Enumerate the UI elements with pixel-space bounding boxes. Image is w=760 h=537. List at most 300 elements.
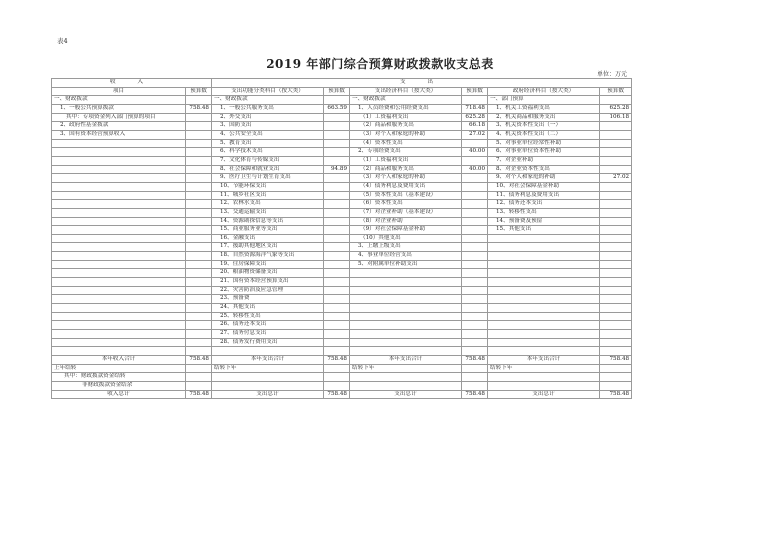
- empty-cell: [350, 373, 462, 382]
- gov-item-cell: 11、债务利息及费用支出: [488, 191, 600, 200]
- econ-item-cell: [350, 278, 462, 287]
- income-budget-cell: [186, 304, 212, 313]
- func-item-cell: 19、住房保障支出: [212, 260, 324, 269]
- econ-budget-cell: [462, 174, 488, 183]
- econ-item-cell: 4、事业单位经营支出: [350, 252, 462, 261]
- income-item-cell: [52, 286, 186, 295]
- income-item-cell: [52, 312, 186, 321]
- empty-cell: [186, 381, 212, 390]
- table-row: [52, 234, 632, 243]
- income-item-cell: 1、一般公共预算拨款: [52, 104, 186, 113]
- econ-budget-cell: [462, 330, 488, 339]
- func-item-cell: 4、公共安全支出: [212, 130, 324, 139]
- gov-item-cell: [488, 252, 600, 261]
- func-item-cell: 6、科学技术支出: [212, 148, 324, 157]
- income-budget-cell: [186, 148, 212, 157]
- econ-budget-cell: [462, 260, 488, 269]
- func-budget-cell: [324, 217, 350, 226]
- table-row: [52, 208, 632, 217]
- func-class-header: 支出功能分类科目（按大类）: [212, 87, 324, 96]
- gov-budget-cell: [600, 156, 632, 165]
- gov-item-cell: 12、债务还本支出: [488, 200, 600, 209]
- func-budget-cell: [324, 148, 350, 157]
- econ-item-cell: 2、专项经费支出: [350, 148, 462, 157]
- econ-budget-cell: [462, 208, 488, 217]
- econ-budget-cell: [462, 96, 488, 105]
- income-budget-cell: [186, 208, 212, 217]
- econ-item-cell: 一、财政拨款: [350, 96, 462, 105]
- item-header: 项目: [52, 87, 186, 96]
- econ-budget-cell: [462, 217, 488, 226]
- econ-item-cell: （8）对企业补助: [350, 217, 462, 226]
- func-item-cell: 5、教育支出: [212, 139, 324, 148]
- econ-budget-cell: 40.00: [462, 148, 488, 157]
- table-row: [52, 330, 632, 339]
- econ-item-cell: （5）资本性支出（基本建设）: [350, 191, 462, 200]
- econ-budget-cell: [462, 191, 488, 200]
- table-row: [52, 96, 632, 105]
- econ-budget-cell: 66.18: [462, 122, 488, 131]
- empty-cell: [212, 381, 324, 390]
- func-item-cell: 12、农林水支出: [212, 200, 324, 209]
- income-budget-cell: [186, 191, 212, 200]
- income-item-cell: [52, 347, 186, 356]
- income-item-cell: [52, 208, 186, 217]
- func-item-cell: 15、商业服务业等支出: [212, 226, 324, 235]
- econ-item-cell: [350, 321, 462, 330]
- func-budget-cell: [324, 338, 350, 347]
- gov-budget-cell: [600, 252, 632, 261]
- econ-item-cell: 1、人员经费和公用经费支出: [350, 104, 462, 113]
- income-item-cell: [52, 182, 186, 191]
- gov-item-cell: 1、机关工资福利支出: [488, 104, 600, 113]
- income-total-value: 758.48: [186, 390, 212, 399]
- unit-label: 单位：万元: [597, 71, 628, 78]
- gov-budget-cell: [600, 243, 632, 252]
- func-budget-cell: [324, 269, 350, 278]
- econ-budget-cell: [462, 200, 488, 209]
- table-row: [52, 338, 632, 347]
- table-row: [52, 286, 632, 295]
- table-row: [52, 243, 632, 252]
- econ-budget-cell: [462, 338, 488, 347]
- gov-item-cell: [488, 269, 600, 278]
- func-budget-cell: 663.59: [324, 104, 350, 113]
- gov-budget-cell: [600, 286, 632, 295]
- func-item-cell: 23、预备费: [212, 295, 324, 304]
- func-budget-cell: [324, 208, 350, 217]
- gov-budget-cell: [600, 304, 632, 313]
- econ-budget-cell: 40.00: [462, 165, 488, 174]
- econ-budget-cell: 27.02: [462, 130, 488, 139]
- func-item-cell: 17、援助其他地区支出: [212, 243, 324, 252]
- income-item-cell: [52, 338, 186, 347]
- econ-budget-cell: [462, 234, 488, 243]
- table-row: [52, 113, 632, 122]
- econ-class-header: 支出经济科目（按大类）: [350, 87, 462, 96]
- func-item-cell: 20、粮油物资储备支出: [212, 269, 324, 278]
- income-budget-cell: [186, 130, 212, 139]
- table-row: [52, 174, 632, 183]
- income-budget-cell: [186, 139, 212, 148]
- expense-total-label: 支出总计: [212, 390, 324, 399]
- income-budget-cell: [186, 330, 212, 339]
- gov-item-cell: 8、对企业资本性支出: [488, 165, 600, 174]
- func-budget-cell: [324, 252, 350, 261]
- econ-budget-cell: [462, 269, 488, 278]
- econ-item-cell: （4）债务利息及费用支出: [350, 182, 462, 191]
- carry-sub1-label: 其中：财政拨款资金结转: [52, 373, 186, 382]
- gov-item-cell: 一、部门预算: [488, 96, 600, 105]
- func-item-cell: 28、债务发行费用支出: [212, 338, 324, 347]
- econ-budget-cell: [462, 278, 488, 287]
- econ-item-cell: [350, 312, 462, 321]
- gov-item-cell: 10、对社会保障基金补助: [488, 182, 600, 191]
- income-budget-cell: [186, 312, 212, 321]
- expense-total-label: 支出总计: [488, 390, 600, 399]
- gov-item-cell: [488, 304, 600, 313]
- table-row: [52, 278, 632, 287]
- expense-total-label: 支出总计: [350, 390, 462, 399]
- gov-budget-cell: [600, 269, 632, 278]
- func-budget-cell: 94.89: [324, 165, 350, 174]
- func-item-cell: 22、灾害防治及应急管理: [212, 286, 324, 295]
- empty-cell: [488, 381, 600, 390]
- econ-budget-cell: [462, 304, 488, 313]
- func-budget-cell: [324, 278, 350, 287]
- gov-item-cell: 3、机关资本性支出（一）: [488, 122, 600, 131]
- func-budget-cell: [324, 156, 350, 165]
- empty-cell: [324, 364, 350, 373]
- table-row: [52, 191, 632, 200]
- income-item-cell: [52, 148, 186, 157]
- func-budget-cell: [324, 347, 350, 356]
- func-budget-cell: [324, 295, 350, 304]
- income-item-cell: [52, 321, 186, 330]
- gov-item-cell: [488, 278, 600, 287]
- table-row: [52, 165, 632, 174]
- table-row: [52, 200, 632, 209]
- func-budget-cell: [324, 321, 350, 330]
- income-budget-cell: [186, 278, 212, 287]
- income-budget-cell: [186, 113, 212, 122]
- income-item-cell: 3、国有资本经营预算收入: [52, 130, 186, 139]
- gov-budget-cell: [600, 96, 632, 105]
- income-budget-cell: [186, 338, 212, 347]
- econ-item-cell: （9）对社会保障基金补助: [350, 226, 462, 235]
- func-item-cell: 26、债务还本支出: [212, 321, 324, 330]
- gov-budget-cell: [600, 139, 632, 148]
- income-item-cell: [52, 156, 186, 165]
- econ-item-cell: （3）对个人和家庭的补助: [350, 130, 462, 139]
- income-budget-cell: [186, 234, 212, 243]
- func-item-cell: 一、财政拨款: [212, 96, 324, 105]
- func-budget-cell: [324, 113, 350, 122]
- func-budget-cell: [324, 182, 350, 191]
- func-item-cell: 2、外交支出: [212, 113, 324, 122]
- income-budget-cell: [186, 252, 212, 261]
- expense-total-value: 758.48: [462, 390, 488, 399]
- func-budget-cell: [324, 96, 350, 105]
- table-row: [52, 260, 632, 269]
- grand-total-row: [52, 390, 632, 399]
- gov-budget-cell: [600, 226, 632, 235]
- func-budget-cell: [324, 243, 350, 252]
- func-item-cell: 11、城乡社区支出: [212, 191, 324, 200]
- gov-item-cell: 14、预备费及预留: [488, 217, 600, 226]
- table-row: [52, 104, 632, 113]
- func-item-cell: 14、资源勘探信息等支出: [212, 217, 324, 226]
- income-budget-cell: [186, 96, 212, 105]
- econ-budget-cell: [462, 321, 488, 330]
- func-item-cell: 27、债务付息支出: [212, 330, 324, 339]
- income-header: 收 入: [52, 79, 212, 88]
- gov-budget-cell: [600, 321, 632, 330]
- econ-item-cell: （7）对企业补助（基本建设）: [350, 208, 462, 217]
- func-budget-cell: [324, 312, 350, 321]
- econ-item-cell: [350, 286, 462, 295]
- carry-forward-in-label: 上年结转: [52, 364, 186, 373]
- gov-budget-cell: [600, 148, 632, 157]
- func-item-cell: 21、国有资本经营预算支出: [212, 278, 324, 287]
- econ-item-cell: （1）工资福利支出: [350, 156, 462, 165]
- gov-item-cell: [488, 260, 600, 269]
- econ-budget-cell: [462, 286, 488, 295]
- income-budget-cell: [186, 243, 212, 252]
- income-budget-cell: [186, 165, 212, 174]
- table-row: [52, 347, 632, 356]
- econ-item-cell: （2）商品和服务支出: [350, 165, 462, 174]
- gov-item-cell: [488, 312, 600, 321]
- table-row: [52, 156, 632, 165]
- econ-budget-cell: [462, 252, 488, 261]
- empty-cell: [600, 381, 632, 390]
- func-item-cell: 8、社会保障和就业支出: [212, 165, 324, 174]
- carry-forward-out-label: 结转下年: [350, 364, 462, 373]
- gov-budget-cell: [600, 122, 632, 131]
- gov-budget-cell: [600, 338, 632, 347]
- income-item-cell: 一、财政拨款: [52, 96, 186, 105]
- func-item-cell: [212, 347, 324, 356]
- gov-item-cell: [488, 321, 600, 330]
- empty-cell: [186, 373, 212, 382]
- gov-budget-cell: 106.18: [600, 113, 632, 122]
- gov-item-cell: 9、对个人和家庭的补助: [488, 174, 600, 183]
- econ-item-cell: （10）其他支出: [350, 234, 462, 243]
- func-item-cell: 18、自然资源海洋气象等支出: [212, 252, 324, 261]
- income-budget-cell: [186, 260, 212, 269]
- expense-total-value: 758.48: [324, 390, 350, 399]
- gov-budget-cell: [600, 200, 632, 209]
- income-budget-cell: 758.48: [186, 104, 212, 113]
- gov-item-cell: 15、其他支出: [488, 226, 600, 235]
- gov-budget-cell: [600, 191, 632, 200]
- table-row: [52, 148, 632, 157]
- income-budget-cell: [186, 200, 212, 209]
- table-row: [52, 252, 632, 261]
- expense-header: 支 出: [212, 79, 632, 88]
- expense-this-year-label: 本年支出合计: [488, 355, 600, 364]
- income-item-cell: [52, 295, 186, 304]
- income-item-cell: [52, 304, 186, 313]
- header-row-2: [52, 87, 632, 96]
- econ-item-cell: （6）资本性支出: [350, 200, 462, 209]
- econ-budget-cell: 625.28: [462, 113, 488, 122]
- econ-budget-cell: [462, 312, 488, 321]
- econ-budget-cell: [462, 347, 488, 356]
- income-item-cell: [52, 243, 186, 252]
- income-this-year-label: 本年收入合计: [52, 355, 186, 364]
- income-item-cell: [52, 165, 186, 174]
- gov-budget-cell: [600, 130, 632, 139]
- expense-total-value: 758.48: [600, 390, 632, 399]
- carry-forward-out-label: 结转下年: [488, 364, 600, 373]
- form-number-label: 表4: [57, 37, 68, 45]
- gov-item-cell: 2、机关商品和服务支出: [488, 113, 600, 122]
- table-row: [52, 122, 632, 131]
- gov-budget-cell: [600, 208, 632, 217]
- income-item-cell: [52, 200, 186, 209]
- gov-budget-cell: [600, 260, 632, 269]
- empty-cell: [212, 373, 324, 382]
- func-budget-cell: [324, 174, 350, 183]
- func-item-cell: 10、节能环保支出: [212, 182, 324, 191]
- econ-budget-cell: [462, 226, 488, 235]
- income-item-cell: 2、政府性基金拨款: [52, 122, 186, 131]
- budget-table: [51, 78, 632, 399]
- carry-forward-row: [52, 364, 632, 373]
- func-budget-cell: [324, 130, 350, 139]
- income-item-cell: [52, 269, 186, 278]
- table-row: [52, 217, 632, 226]
- econ-item-cell: （4）资本性支出: [350, 139, 462, 148]
- carry-sub2-row: [52, 381, 632, 390]
- func-item-cell: 25、转移性支出: [212, 312, 324, 321]
- gov-item-cell: [488, 286, 600, 295]
- func-budget-cell: [324, 304, 350, 313]
- income-this-year-value: 758.48: [186, 355, 212, 364]
- income-item-cell: [52, 191, 186, 200]
- income-budget-cell: [186, 122, 212, 131]
- econ-item-cell: [350, 330, 462, 339]
- table-row: [52, 321, 632, 330]
- income-budget-cell: [186, 226, 212, 235]
- econ-item-cell: [350, 269, 462, 278]
- empty-cell: [462, 381, 488, 390]
- gov-item-cell: [488, 243, 600, 252]
- gov-item-cell: [488, 338, 600, 347]
- econ-item-cell: （1）工资福利支出: [350, 113, 462, 122]
- expense-this-year-value: 758.48: [324, 355, 350, 364]
- func-item-cell: 13、交通运输支出: [212, 208, 324, 217]
- gov-budget-cell: [600, 278, 632, 287]
- empty-cell: [324, 373, 350, 382]
- econ-item-cell: [350, 304, 462, 313]
- gov-budget-cell: [600, 312, 632, 321]
- income-item-cell: [52, 278, 186, 287]
- income-item-cell: [52, 234, 186, 243]
- func-item-cell: 3、国防支出: [212, 122, 324, 131]
- func-budget-cell: [324, 234, 350, 243]
- empty-cell: [462, 364, 488, 373]
- gov-item-cell: [488, 330, 600, 339]
- econ-item-cell: [350, 347, 462, 356]
- income-budget-cell: [186, 321, 212, 330]
- table-row: [52, 130, 632, 139]
- carry-sub1-row: [52, 373, 632, 382]
- empty-cell: [462, 373, 488, 382]
- income-budget-cell: [186, 182, 212, 191]
- table-row: [52, 295, 632, 304]
- func-budget-cell: [324, 260, 350, 269]
- econ-budget-cell: [462, 156, 488, 165]
- empty-cell: [488, 373, 600, 382]
- empty-cell: [186, 364, 212, 373]
- func-budget-cell: [324, 330, 350, 339]
- gov-budget-cell: [600, 234, 632, 243]
- econ-budget-cell: [462, 295, 488, 304]
- table-row: [52, 304, 632, 313]
- gov-item-cell: 5、对事业单位经常性补助: [488, 139, 600, 148]
- gov-item-cell: 7、对企业补助: [488, 156, 600, 165]
- gov-budget-cell: [600, 165, 632, 174]
- budget-header: 预算数: [600, 87, 632, 96]
- func-budget-cell: [324, 226, 350, 235]
- expense-this-year-value: 758.48: [600, 355, 632, 364]
- econ-item-cell: 5、对附属单位补助支出: [350, 260, 462, 269]
- gov-item-cell: 6、对事业单位资本性补助: [488, 148, 600, 157]
- income-budget-cell: [186, 269, 212, 278]
- income-item-cell: [52, 217, 186, 226]
- econ-item-cell: （3）对个人和家庭的补助: [350, 174, 462, 183]
- gov-budget-cell: [600, 295, 632, 304]
- func-item-cell: 16、金融支出: [212, 234, 324, 243]
- table-row: [52, 139, 632, 148]
- gov-item-cell: [488, 347, 600, 356]
- income-item-cell: [52, 252, 186, 261]
- income-budget-cell: [186, 347, 212, 356]
- budget-header: 预算数: [186, 87, 212, 96]
- income-budget-cell: [186, 295, 212, 304]
- income-item-cell: [52, 174, 186, 183]
- income-budget-cell: [186, 217, 212, 226]
- table-row: [52, 182, 632, 191]
- econ-budget-cell: [462, 243, 488, 252]
- func-budget-cell: [324, 200, 350, 209]
- econ-item-cell: [350, 295, 462, 304]
- empty-cell: [600, 364, 632, 373]
- income-total-label: 收入总计: [52, 390, 186, 399]
- gov-budget-cell: 625.28: [600, 104, 632, 113]
- expense-this-year-label: 本年支出合计: [350, 355, 462, 364]
- econ-item-cell: （2）商品和服务支出: [350, 122, 462, 131]
- func-budget-cell: [324, 286, 350, 295]
- gov-budget-cell: [600, 347, 632, 356]
- econ-item-cell: 3、上缴上级支出: [350, 243, 462, 252]
- gov-item-cell: 4、机关资本性支出（二）: [488, 130, 600, 139]
- econ-budget-cell: [462, 139, 488, 148]
- empty-cell: [324, 381, 350, 390]
- budget-header: 预算数: [324, 87, 350, 96]
- income-item-cell: [52, 260, 186, 269]
- func-budget-cell: [324, 122, 350, 131]
- income-budget-cell: [186, 286, 212, 295]
- carry-forward-out-label: 结转下年: [212, 364, 324, 373]
- func-item-cell: 24、其他支出: [212, 304, 324, 313]
- gov-budget-cell: [600, 217, 632, 226]
- gov-item-cell: [488, 295, 600, 304]
- econ-budget-cell: [462, 182, 488, 191]
